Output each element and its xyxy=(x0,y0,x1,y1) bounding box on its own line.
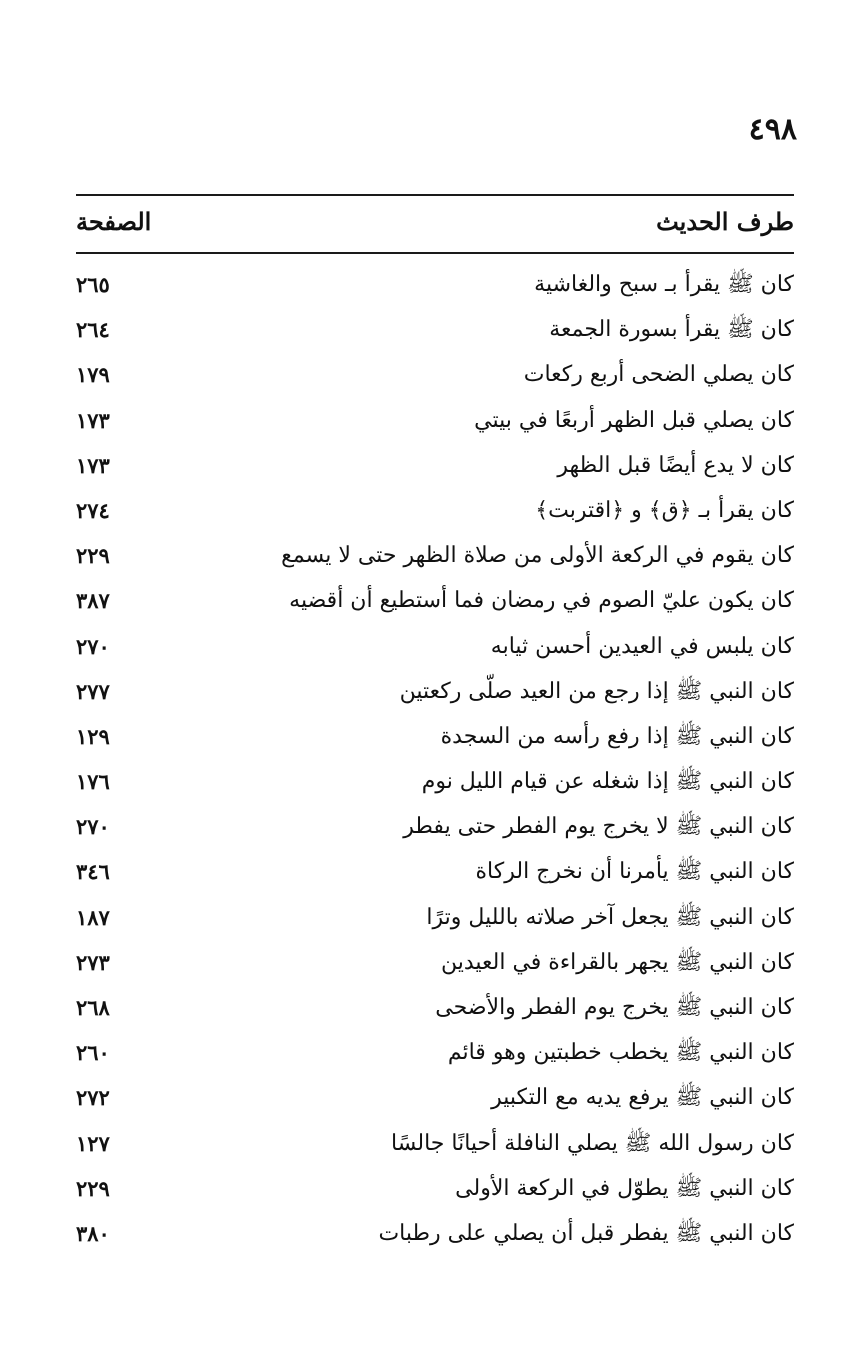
page-ref: ٢٧٢ xyxy=(76,1085,110,1111)
page-ref: ٢٧٤ xyxy=(76,497,110,523)
table-row xyxy=(76,1030,794,1075)
hadith-text: كان النبي ﷺ إذا رجع من العيد صلّى ركعتين xyxy=(399,678,794,704)
table-row xyxy=(76,1211,794,1256)
page-ref: ٣٨٠ xyxy=(76,1220,110,1246)
page-ref: ١٨٧ xyxy=(76,904,110,930)
table-row xyxy=(76,624,794,669)
table-row xyxy=(76,1121,794,1166)
table-header-rule xyxy=(76,252,794,254)
table-row xyxy=(76,352,794,397)
hadith-text: كان النبي ﷺ يرفع يديه مع التكبير xyxy=(491,1085,794,1111)
table-row xyxy=(76,1075,794,1120)
page-ref: ٢٧٧ xyxy=(76,678,110,704)
hadith-text: كان رسول الله ﷺ يصلي النافلة أحيانًا جالسًا xyxy=(391,1130,794,1156)
table-top-rule xyxy=(76,194,794,196)
page-ref: ١٧٦ xyxy=(76,769,110,795)
hadith-text: كان النبي ﷺ يطوّل في الركعة الأولى xyxy=(455,1175,794,1201)
page-ref: ٢٧٠ xyxy=(76,633,110,659)
page-ref: ١٧٣ xyxy=(76,407,110,433)
hadith-text: كان يقوم في الركعة الأولى من صلاة الظهر حتى لا يسمع xyxy=(281,543,794,569)
page-ref: ٢٦٨ xyxy=(76,995,110,1020)
table-row xyxy=(76,759,794,804)
table-row xyxy=(76,940,794,985)
page-ref: ٢٧٣ xyxy=(76,949,110,975)
page-ref: ١٧٣ xyxy=(76,452,110,478)
hadith-text: كان النبي ﷺ يجعل آخر صلاته بالليل وترًا xyxy=(426,904,794,930)
page-ref: ١٢٩ xyxy=(76,723,110,749)
hadith-text: كان يكون عليّ الصوم في رمضان فما أستطيع أن أقضيه xyxy=(289,588,794,614)
table-row xyxy=(76,714,794,759)
page-ref: ٢٦٥ xyxy=(76,272,110,297)
page-ref: ١٧٩ xyxy=(76,362,110,388)
table-row xyxy=(76,443,794,488)
table-row xyxy=(76,533,794,578)
hadith-text: كان يقرأ بـ ﴿ق﴾ و ﴿اقتربت﴾ xyxy=(535,497,794,523)
hadith-text: كان النبي ﷺ يجهر بالقراءة في العيدين xyxy=(440,949,794,975)
table-row xyxy=(76,849,794,894)
table-row xyxy=(76,488,794,533)
hadith-text: كان النبي ﷺ يأمرنا أن نخرج الركاة xyxy=(475,859,794,885)
page-ref: ٢٦٤ xyxy=(76,317,110,343)
page-ref: ٢٢٩ xyxy=(76,1175,110,1201)
hadith-column-header: طرف الحديث xyxy=(656,207,794,236)
page-column-header: الصفحة xyxy=(76,207,152,236)
table-row xyxy=(76,262,794,307)
page-ref: ٣٨٧ xyxy=(76,588,110,614)
table-row xyxy=(76,895,794,940)
hadith-text: كان النبي ﷺ إذا شغله عن قيام الليل نوم xyxy=(421,769,794,795)
table-row xyxy=(76,1166,794,1211)
table-row xyxy=(76,985,794,1030)
page-ref: ١٢٧ xyxy=(76,1130,110,1156)
table-row xyxy=(76,804,794,849)
page-ref: ٢٧٠ xyxy=(76,814,110,840)
hadith-text: كان يلبس في العيدين أحسن ثيابه xyxy=(490,633,794,659)
table-row xyxy=(76,578,794,623)
table-header xyxy=(76,200,794,244)
hadith-text: كان النبي ﷺ إذا رفع رأسه من السجدة xyxy=(440,723,794,749)
table-row xyxy=(76,398,794,443)
hadith-text: كان ﷺ يقرأ بـ سبح والغاشية xyxy=(534,272,794,297)
hadith-text: كان ﷺ يقرأ بسورة الجمعة xyxy=(549,317,794,343)
table-row xyxy=(76,307,794,352)
page-ref: ٢٢٩ xyxy=(76,543,110,569)
hadith-text: كان النبي ﷺ يخرج يوم الفطر والأضحى xyxy=(435,995,794,1020)
hadith-text: كان النبي ﷺ يخطب خطبتين وهو قائم xyxy=(447,1040,794,1066)
hadith-text: كان لا يدع أيضًا قبل الظهر xyxy=(557,452,794,478)
page-ref: ٣٤٦ xyxy=(76,859,110,885)
page-ref: ٢٦٠ xyxy=(76,1040,110,1066)
hadith-index-list xyxy=(76,262,794,1256)
hadith-text: كان النبي ﷺ يفطر قبل أن يصلي على رطبات xyxy=(378,1220,794,1246)
hadith-text: كان يصلي الضحى أربع ركعات xyxy=(523,362,794,388)
page-number: ٤٩٨ xyxy=(748,112,797,147)
hadith-text: كان يصلي قبل الظهر أربعًا في بيتي xyxy=(474,407,794,433)
hadith-text: كان النبي ﷺ لا يخرج يوم الفطر حتى يفطر xyxy=(403,814,794,840)
table-row xyxy=(76,669,794,714)
